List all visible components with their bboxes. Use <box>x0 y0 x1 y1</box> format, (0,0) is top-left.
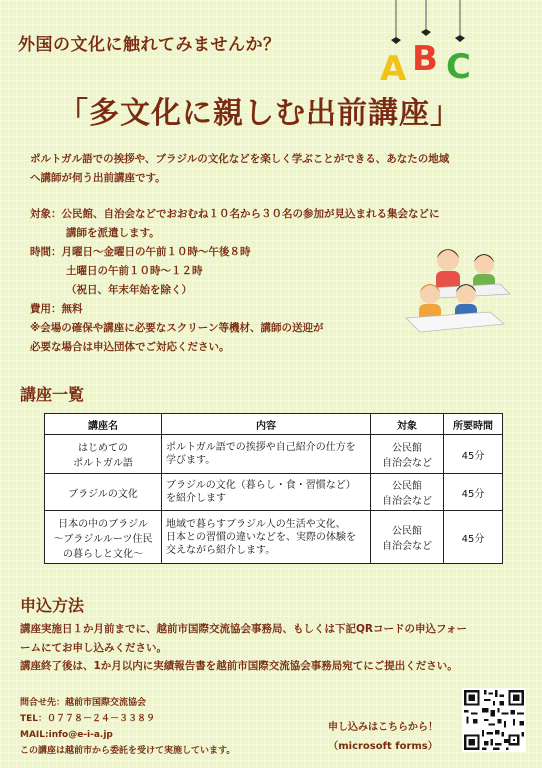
courses-table <box>44 413 503 564</box>
course-name-line: はじめての <box>78 443 128 454</box>
course-target-line: 自治会など <box>382 458 432 469</box>
course-duration-cell: 45分 <box>444 474 503 511</box>
apply-line-2: （microsoft forms） <box>328 741 438 752</box>
tagline: 外国の文化に触れてみませんか？ <box>18 35 281 55</box>
method-line-2: ームにてお申し込みください。 <box>20 641 167 654</box>
course-target-line: 自治会など <box>382 541 432 552</box>
course-name-line: ～ブラジルルーツ住民 <box>53 533 153 545</box>
course-content-line: 学びます。 <box>166 455 216 466</box>
intro-line-1: ポルトガル語での挨拶や、ブラジルの文化などを楽しく学ぶことができる、あなたの地域 <box>30 153 450 165</box>
course-content-cell <box>162 474 371 511</box>
qr-code[interactable] <box>462 688 526 752</box>
col-header-duration: 所要時間 <box>444 414 503 435</box>
commission-note: この講座は越前市から委託を受けて実施しています。 <box>20 746 236 756</box>
apply-block <box>308 718 458 756</box>
course-name-cell <box>45 435 162 474</box>
col-header-name: 講座名 <box>45 414 162 435</box>
course-duration-cell: 45分 <box>444 435 503 474</box>
letter-a: A <box>380 49 407 86</box>
course-target-line: 公民館 <box>392 526 422 537</box>
contact-label: 問合せ先：越前市国際交流協会 <box>20 698 147 708</box>
target-text-1: 公民館、自治会などでおおむね１０名から３０名の参加が見込まれる集会などに <box>61 208 440 220</box>
method-line-1: 講座実施日１か月前までに、越前市国際交流協会事務局、もしくは下記QRコードの申込フォー <box>20 623 467 635</box>
course-duration-cell: 45分 <box>444 511 503 564</box>
note-line-1: ※会場の確保や講座に必要なスクリーン等機材、講師の送迎が <box>30 322 324 334</box>
course-content-cell <box>162 511 371 564</box>
col-header-target: 対象 <box>371 414 444 435</box>
time-text-1: 月曜日～金曜日の午前１０時～午後８時 <box>61 246 251 258</box>
course-target-line: 公民館 <box>392 443 422 454</box>
table-row <box>45 511 503 564</box>
course-target-cell <box>371 435 444 474</box>
apply-line-1: 申し込みはこちらから！ <box>328 722 438 733</box>
courses-heading: 講座一覧 <box>20 385 85 404</box>
course-name-line: 日本の中のブラジル <box>58 518 148 530</box>
time-label: 時間： <box>30 246 62 258</box>
note-line-2: 必要な場合は申込団体でご対応ください。 <box>30 341 230 353</box>
course-content-line: ブラジルの文化（暮らし・食・習慣など） <box>166 480 356 491</box>
contact-block <box>20 695 235 759</box>
time-text-3: （祝日、年末年始を除く） <box>66 284 192 296</box>
course-target-line: 公民館 <box>392 481 422 492</box>
course-name-line: の暮らしと文化～ <box>63 548 143 560</box>
abc-decoration <box>376 0 486 86</box>
table-row <box>45 435 503 474</box>
target-text-2: 講師を派遣します。 <box>66 227 160 239</box>
contact-mail[interactable]: MAIL:info@e-i-a.jp <box>20 730 113 740</box>
target-row <box>30 205 510 224</box>
table-row <box>45 474 503 511</box>
table-header-row <box>45 414 503 435</box>
fee-text: 費用：無料 <box>30 303 83 315</box>
letter-c: C <box>446 47 471 86</box>
course-content-line: 交えながら紹介します。 <box>166 544 276 556</box>
course-name-cell <box>45 511 162 564</box>
course-name-line: ブラジルの文化 <box>68 488 138 500</box>
course-target-line: 自治会など <box>382 496 432 507</box>
time-text-2: 土曜日の午前１０時～１２時 <box>66 265 203 277</box>
contact-tel: TEL：０７７８－２４－３３８９ <box>20 714 156 724</box>
course-target-cell <box>371 474 444 511</box>
course-content-line: ポルトガル語での挨拶や自己紹介の仕方を <box>166 442 356 453</box>
method-text <box>20 620 530 676</box>
course-content-line: を紹介します <box>166 493 226 504</box>
target-label: 対象： <box>30 208 62 220</box>
course-name-line: ポルトガル語 <box>73 458 133 469</box>
letter-b: B <box>412 39 438 79</box>
intro-text <box>30 150 525 188</box>
col-header-content: 内容 <box>162 414 371 435</box>
course-content-line: 地域で暮らすブラジル人の生活や文化、 <box>166 518 346 530</box>
students-illustration <box>400 238 516 342</box>
method-heading: 申込方法 <box>20 596 85 615</box>
method-line-3: 講座終了後は、1か月以内に実績報告書を越前市国際交流協会事務局宛てにご提出ください。 <box>20 660 458 672</box>
course-content-cell <box>162 435 371 474</box>
page-title: 「多文化に親しむ出前講座」 <box>58 96 461 131</box>
course-content-line: 日本との習慣の違いなどを、実際の体験を <box>166 531 356 543</box>
course-target-cell <box>371 511 444 564</box>
course-name-cell <box>45 474 162 511</box>
intro-line-2: へ講師が伺う出前講座です。 <box>30 172 166 184</box>
